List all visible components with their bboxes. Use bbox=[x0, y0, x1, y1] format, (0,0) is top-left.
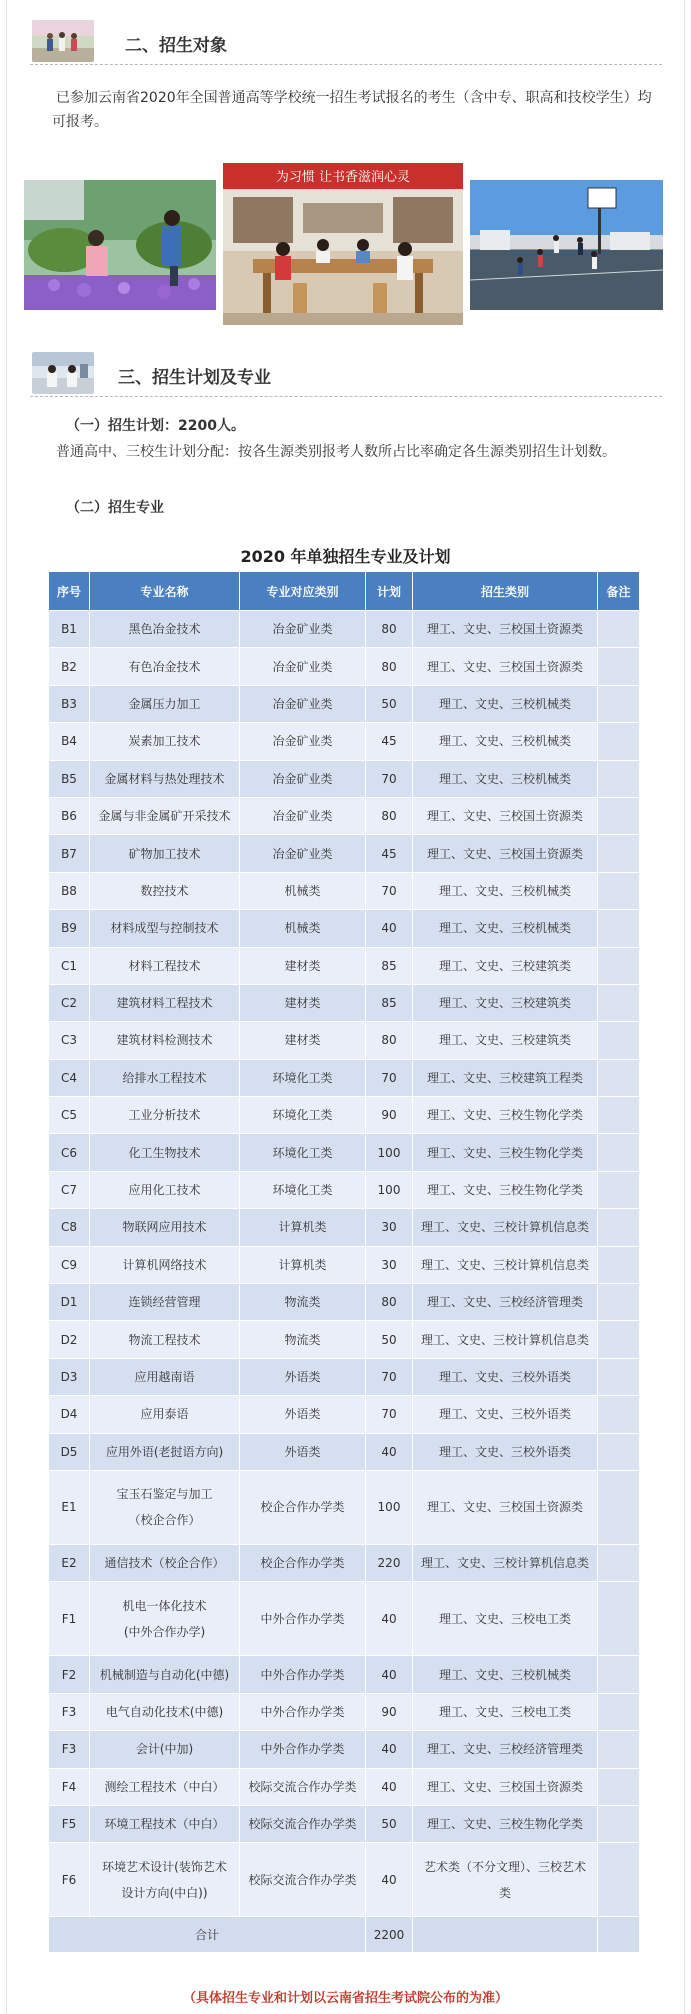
plan-cell: 40 bbox=[366, 1843, 413, 1917]
plan-cell: 90 bbox=[366, 1693, 413, 1730]
enroll-type-cell: 理工、文史、三校生物化学类 bbox=[413, 1097, 598, 1134]
enroll-type-cell: 理工、文史、三校建筑类 bbox=[413, 1022, 598, 1059]
major-name-cell: 材料成型与控制技术 bbox=[90, 910, 240, 947]
library-reading-photo bbox=[223, 163, 463, 325]
note-cell bbox=[598, 1470, 640, 1544]
total-enroll-type-cell bbox=[413, 1917, 598, 1953]
serial-cell: B4 bbox=[49, 723, 90, 760]
table-row bbox=[49, 1171, 640, 1208]
total-value: 2200 bbox=[366, 1917, 413, 1953]
plan-cell: 70 bbox=[366, 1059, 413, 1096]
category-cell: 冶金矿业类 bbox=[240, 723, 366, 760]
serial-cell: C4 bbox=[49, 1059, 90, 1096]
serial-cell: C7 bbox=[49, 1171, 90, 1208]
column-header: 备注 bbox=[598, 572, 640, 611]
serial-cell: F1 bbox=[49, 1582, 90, 1656]
major-name-cell: 金属与非金属矿开采技术 bbox=[90, 797, 240, 834]
table-row bbox=[49, 1358, 640, 1395]
table-row bbox=[49, 1582, 640, 1656]
table-row bbox=[49, 1433, 640, 1470]
enroll-type-cell: 理工、文史、三校国土资源类 bbox=[413, 797, 598, 834]
note-cell bbox=[598, 1731, 640, 1768]
enroll-type-cell: 理工、文史、三校建筑类 bbox=[413, 947, 598, 984]
category-cell: 中外合作办学类 bbox=[240, 1582, 366, 1656]
category-cell: 外语类 bbox=[240, 1433, 366, 1470]
category-cell: 环境化工类 bbox=[240, 1134, 366, 1171]
plan-distribution-paragraph: 普通高中、三校生计划分配：按各生源类别报考人数所占比率确定各生源类别招生计划数。 bbox=[56, 444, 616, 460]
lab-students-thumbnail bbox=[32, 352, 94, 394]
serial-cell: F3 bbox=[49, 1693, 90, 1730]
majors-label: （二）招生专业 bbox=[66, 500, 164, 516]
total-note-cell bbox=[598, 1917, 640, 1953]
plan-cell: 80 bbox=[366, 1284, 413, 1321]
note-cell bbox=[598, 1284, 640, 1321]
serial-cell: B2 bbox=[49, 648, 90, 685]
note-cell bbox=[598, 611, 640, 648]
plan-cell: 90 bbox=[366, 1097, 413, 1134]
note-cell bbox=[598, 1396, 640, 1433]
table-row bbox=[49, 1022, 640, 1059]
note-cell bbox=[598, 685, 640, 722]
section-header-plan-majors bbox=[30, 352, 662, 397]
category-cell: 校际交流合作办学类 bbox=[240, 1805, 366, 1842]
plan-count: （一）招生计划：2200人。 bbox=[66, 418, 245, 434]
category-cell: 建材类 bbox=[240, 1022, 366, 1059]
major-name-cell: 金属材料与热处理技术 bbox=[90, 760, 240, 797]
note-cell bbox=[598, 947, 640, 984]
category-cell: 校际交流合作办学类 bbox=[240, 1768, 366, 1805]
table-row bbox=[49, 1805, 640, 1842]
serial-cell: F4 bbox=[49, 1768, 90, 1805]
serial-cell: D1 bbox=[49, 1284, 90, 1321]
table-row bbox=[49, 1321, 640, 1358]
table-row bbox=[49, 984, 640, 1021]
note-cell bbox=[598, 648, 640, 685]
category-cell: 中外合作办学类 bbox=[240, 1656, 366, 1693]
note-cell bbox=[598, 723, 640, 760]
table-row bbox=[49, 1693, 640, 1730]
enroll-type-cell: 理工、文史、三校建筑类 bbox=[413, 984, 598, 1021]
total-row bbox=[49, 1917, 640, 1953]
table-row bbox=[49, 835, 640, 872]
plan-cell: 70 bbox=[366, 760, 413, 797]
table-row bbox=[49, 1134, 640, 1171]
plan-cell: 70 bbox=[366, 872, 413, 909]
note-cell bbox=[598, 1843, 640, 1917]
enroll-type-cell: 理工、文史、三校机械类 bbox=[413, 910, 598, 947]
student-flower-photo bbox=[24, 180, 216, 310]
major-name-cell: 炭素加工技术 bbox=[90, 723, 240, 760]
column-header: 序号 bbox=[49, 572, 90, 611]
note-cell bbox=[598, 1321, 640, 1358]
enroll-type-cell: 理工、文史、三校机械类 bbox=[413, 760, 598, 797]
enroll-type-cell: 理工、文史、三校建筑工程类 bbox=[413, 1059, 598, 1096]
major-name-cell: 材料工程技术 bbox=[90, 947, 240, 984]
enroll-type-cell: 理工、文史、三校生物化学类 bbox=[413, 1171, 598, 1208]
category-cell: 环境化工类 bbox=[240, 1059, 366, 1096]
category-cell: 环境化工类 bbox=[240, 1097, 366, 1134]
serial-cell: D5 bbox=[49, 1433, 90, 1470]
category-cell: 冶金矿业类 bbox=[240, 760, 366, 797]
note-cell bbox=[598, 1022, 640, 1059]
table-row bbox=[49, 760, 640, 797]
serial-cell: B3 bbox=[49, 685, 90, 722]
enroll-type-cell: 理工、文史、三校计算机信息类 bbox=[413, 1246, 598, 1283]
serial-cell: B8 bbox=[49, 872, 90, 909]
category-cell: 外语类 bbox=[240, 1396, 366, 1433]
table-row bbox=[49, 1843, 640, 1917]
category-cell: 计算机类 bbox=[240, 1246, 366, 1283]
enroll-type-cell: 理工、文史、三校电工类 bbox=[413, 1693, 598, 1730]
plan-cell: 85 bbox=[366, 984, 413, 1021]
plan-cell: 50 bbox=[366, 685, 413, 722]
note-cell bbox=[598, 835, 640, 872]
table-row bbox=[49, 1209, 640, 1246]
major-name-cell: 计算机网络技术 bbox=[90, 1246, 240, 1283]
plan-cell: 50 bbox=[366, 1805, 413, 1842]
enroll-type-cell: 理工、文史、三校国土资源类 bbox=[413, 611, 598, 648]
serial-cell: F6 bbox=[49, 1843, 90, 1917]
note-cell bbox=[598, 1433, 640, 1470]
major-name-cell: 应用越南语 bbox=[90, 1358, 240, 1395]
major-name-cell: 工业分析技术 bbox=[90, 1097, 240, 1134]
category-cell: 中外合作办学类 bbox=[240, 1693, 366, 1730]
enroll-type-cell: 理工、文史、三校电工类 bbox=[413, 1582, 598, 1656]
major-name-cell: 矿物加工技术 bbox=[90, 835, 240, 872]
serial-cell: C1 bbox=[49, 947, 90, 984]
category-cell: 环境化工类 bbox=[240, 1171, 366, 1208]
major-name-cell: 有色冶金技术 bbox=[90, 648, 240, 685]
major-name-cell: 建筑材料工程技术 bbox=[90, 984, 240, 1021]
plan-cell: 40 bbox=[366, 1582, 413, 1656]
plan-cell: 100 bbox=[366, 1134, 413, 1171]
plan-cell: 40 bbox=[366, 1731, 413, 1768]
serial-cell: D3 bbox=[49, 1358, 90, 1395]
enroll-type-cell: 理工、文史、三校机械类 bbox=[413, 872, 598, 909]
enroll-type-cell: 理工、文史、三校外语类 bbox=[413, 1433, 598, 1470]
major-name-cell: 宝玉石鉴定与加工 （校企合作） bbox=[90, 1470, 240, 1544]
table-row bbox=[49, 648, 640, 685]
section-title: 三、招生计划及专业 bbox=[118, 368, 271, 388]
category-cell: 冶金矿业类 bbox=[240, 648, 366, 685]
serial-cell: B6 bbox=[49, 797, 90, 834]
serial-cell: C9 bbox=[49, 1246, 90, 1283]
note-cell bbox=[598, 760, 640, 797]
major-name-cell: 连锁经营管理 bbox=[90, 1284, 240, 1321]
enroll-type-cell: 理工、文史、三校国土资源类 bbox=[413, 835, 598, 872]
plan-cell: 45 bbox=[366, 723, 413, 760]
note-cell bbox=[598, 1693, 640, 1730]
major-name-cell: 机械制造与自动化(中德) bbox=[90, 1656, 240, 1693]
table-row bbox=[49, 1284, 640, 1321]
serial-cell: B7 bbox=[49, 835, 90, 872]
table-row bbox=[49, 611, 640, 648]
note-cell bbox=[598, 1358, 640, 1395]
column-header: 招生类别 bbox=[413, 572, 598, 611]
category-cell: 计算机类 bbox=[240, 1209, 366, 1246]
major-name-cell: 电气自动化技术(中德) bbox=[90, 1693, 240, 1730]
note-cell bbox=[598, 1209, 640, 1246]
category-cell: 冶金矿业类 bbox=[240, 685, 366, 722]
category-cell: 物流类 bbox=[240, 1284, 366, 1321]
column-header: 专业名称 bbox=[90, 572, 240, 611]
category-cell: 机械类 bbox=[240, 910, 366, 947]
enroll-type-cell: 理工、文史、三校国土资源类 bbox=[413, 1768, 598, 1805]
serial-cell: F3 bbox=[49, 1731, 90, 1768]
major-name-cell: 给排水工程技术 bbox=[90, 1059, 240, 1096]
major-name-cell: 黑色冶金技术 bbox=[90, 611, 240, 648]
major-name-cell: 会计(中加) bbox=[90, 1731, 240, 1768]
category-cell: 外语类 bbox=[240, 1358, 366, 1395]
plan-cell: 70 bbox=[366, 1396, 413, 1433]
enroll-type-cell: 理工、文史、三校经济管理类 bbox=[413, 1731, 598, 1768]
enroll-type-cell: 理工、文史、三校外语类 bbox=[413, 1358, 598, 1395]
serial-cell: B5 bbox=[49, 760, 90, 797]
category-cell: 冶金矿业类 bbox=[240, 797, 366, 834]
note-cell bbox=[598, 984, 640, 1021]
major-name-cell: 金属压力加工 bbox=[90, 685, 240, 722]
enroll-type-cell: 理工、文史、三校经济管理类 bbox=[413, 1284, 598, 1321]
serial-cell: E2 bbox=[49, 1544, 90, 1581]
table-header-row bbox=[49, 572, 640, 611]
major-name-cell: 机电一体化技术 (中外合作办学) bbox=[90, 1582, 240, 1656]
category-cell: 校际交流合作办学类 bbox=[240, 1843, 366, 1917]
major-name-cell: 应用泰语 bbox=[90, 1396, 240, 1433]
plan-cell: 40 bbox=[366, 910, 413, 947]
serial-cell: F2 bbox=[49, 1656, 90, 1693]
note-cell bbox=[598, 1134, 640, 1171]
table-row bbox=[49, 1768, 640, 1805]
major-name-cell: 测绘工程技术（中白） bbox=[90, 1768, 240, 1805]
enroll-type-cell: 艺术类（不分文理）、三校艺术 类 bbox=[413, 1843, 598, 1917]
category-cell: 建材类 bbox=[240, 984, 366, 1021]
table-row bbox=[49, 947, 640, 984]
category-cell: 校企合作办学类 bbox=[240, 1470, 366, 1544]
note-cell bbox=[598, 1805, 640, 1842]
section-header-recruit-target bbox=[30, 20, 662, 65]
table-row bbox=[49, 797, 640, 834]
plan-cell: 100 bbox=[366, 1470, 413, 1544]
plan-cell: 220 bbox=[366, 1544, 413, 1581]
note-cell bbox=[598, 1246, 640, 1283]
table-row bbox=[49, 1097, 640, 1134]
major-name-cell: 环境艺术设计(装饰艺术 设计方向(中白)) bbox=[90, 1843, 240, 1917]
plan-cell: 50 bbox=[366, 1321, 413, 1358]
enroll-type-cell: 理工、文史、三校计算机信息类 bbox=[413, 1321, 598, 1358]
serial-cell: C5 bbox=[49, 1097, 90, 1134]
column-header: 专业对应类别 bbox=[240, 572, 366, 611]
table-row bbox=[49, 1544, 640, 1581]
table-row bbox=[49, 1059, 640, 1096]
enroll-type-cell: 理工、文史、三校生物化学类 bbox=[413, 1134, 598, 1171]
table-row bbox=[49, 1731, 640, 1768]
note-cell bbox=[598, 1582, 640, 1656]
category-cell: 机械类 bbox=[240, 872, 366, 909]
serial-cell: C2 bbox=[49, 984, 90, 1021]
enroll-type-cell: 理工、文史、三校计算机信息类 bbox=[413, 1209, 598, 1246]
serial-cell: C6 bbox=[49, 1134, 90, 1171]
intro-paragraph: 已参加云南省2020年全国普通高等学校统一招生考试报名的考生（含中专、职高和技校学生）均可报考。 bbox=[52, 90, 652, 130]
footnote: （具体招生专业和计划以云南省招生考试院公布的为准） bbox=[182, 1991, 508, 2006]
category-cell: 建材类 bbox=[240, 947, 366, 984]
note-cell bbox=[598, 1656, 640, 1693]
plan-cell: 80 bbox=[366, 648, 413, 685]
column-header: 计划 bbox=[366, 572, 413, 611]
enroll-type-cell: 理工、文史、三校机械类 bbox=[413, 723, 598, 760]
serial-cell: B9 bbox=[49, 910, 90, 947]
note-cell bbox=[598, 1544, 640, 1581]
serial-cell: C8 bbox=[49, 1209, 90, 1246]
note-cell bbox=[598, 910, 640, 947]
plan-cell: 80 bbox=[366, 611, 413, 648]
serial-cell: B1 bbox=[49, 611, 90, 648]
plan-cell: 30 bbox=[366, 1246, 413, 1283]
table-row bbox=[49, 910, 640, 947]
enroll-type-cell: 理工、文史、三校国土资源类 bbox=[413, 648, 598, 685]
table-title: 2020 年单独招生专业及计划 bbox=[240, 547, 451, 566]
enroll-type-cell: 理工、文史、三校生物化学类 bbox=[413, 1805, 598, 1842]
section-title: 二、招生对象 bbox=[125, 36, 227, 56]
note-cell bbox=[598, 797, 640, 834]
note-cell bbox=[598, 1171, 640, 1208]
plan-cell: 80 bbox=[366, 1022, 413, 1059]
enroll-type-cell: 理工、文史、三校外语类 bbox=[413, 1396, 598, 1433]
major-name-cell: 通信技术（校企合作） bbox=[90, 1544, 240, 1581]
plan-cell: 70 bbox=[366, 1358, 413, 1395]
plan-cell: 40 bbox=[366, 1433, 413, 1470]
enroll-type-cell: 理工、文史、三校计算机信息类 bbox=[413, 1544, 598, 1581]
total-label: 合计 bbox=[49, 1917, 366, 1953]
table-row bbox=[49, 723, 640, 760]
plan-cell: 80 bbox=[366, 797, 413, 834]
major-name-cell: 建筑材料检测技术 bbox=[90, 1022, 240, 1059]
table-row bbox=[49, 872, 640, 909]
major-name-cell: 应用外语(老挝语方向) bbox=[90, 1433, 240, 1470]
table-row bbox=[49, 1396, 640, 1433]
plan-cell: 30 bbox=[366, 1209, 413, 1246]
serial-cell: E1 bbox=[49, 1470, 90, 1544]
students-walking-thumbnail bbox=[32, 20, 94, 62]
plan-cell: 85 bbox=[366, 947, 413, 984]
majors-plan-table bbox=[48, 571, 640, 1953]
serial-cell: D2 bbox=[49, 1321, 90, 1358]
major-name-cell: 数控技术 bbox=[90, 872, 240, 909]
serial-cell: F5 bbox=[49, 1805, 90, 1842]
enroll-type-cell: 理工、文史、三校机械类 bbox=[413, 685, 598, 722]
table-row bbox=[49, 1246, 640, 1283]
note-cell bbox=[598, 872, 640, 909]
major-name-cell: 物联网应用技术 bbox=[90, 1209, 240, 1246]
plan-cell: 40 bbox=[366, 1768, 413, 1805]
table-row bbox=[49, 685, 640, 722]
category-cell: 中外合作办学类 bbox=[240, 1731, 366, 1768]
major-name-cell: 物流工程技术 bbox=[90, 1321, 240, 1358]
category-cell: 冶金矿业类 bbox=[240, 835, 366, 872]
enroll-type-cell: 理工、文史、三校国土资源类 bbox=[413, 1470, 598, 1544]
category-cell: 物流类 bbox=[240, 1321, 366, 1358]
library-banner-text: 为习惯 让书香滋润心灵 bbox=[275, 170, 411, 185]
category-cell: 冶金矿业类 bbox=[240, 611, 366, 648]
plan-cell: 100 bbox=[366, 1171, 413, 1208]
table-row bbox=[49, 1656, 640, 1693]
note-cell bbox=[598, 1097, 640, 1134]
table-row bbox=[49, 1470, 640, 1544]
major-name-cell: 环境工程技术（中白） bbox=[90, 1805, 240, 1842]
serial-cell: C3 bbox=[49, 1022, 90, 1059]
category-cell: 校企合作办学类 bbox=[240, 1544, 366, 1581]
major-name-cell: 应用化工技术 bbox=[90, 1171, 240, 1208]
basketball-court-photo bbox=[470, 180, 663, 310]
serial-cell: D4 bbox=[49, 1396, 90, 1433]
major-name-cell: 化工生物技术 bbox=[90, 1134, 240, 1171]
plan-cell: 45 bbox=[366, 835, 413, 872]
note-cell bbox=[598, 1768, 640, 1805]
plan-cell: 40 bbox=[366, 1656, 413, 1693]
enroll-type-cell: 理工、文史、三校机械类 bbox=[413, 1656, 598, 1693]
note-cell bbox=[598, 1059, 640, 1096]
